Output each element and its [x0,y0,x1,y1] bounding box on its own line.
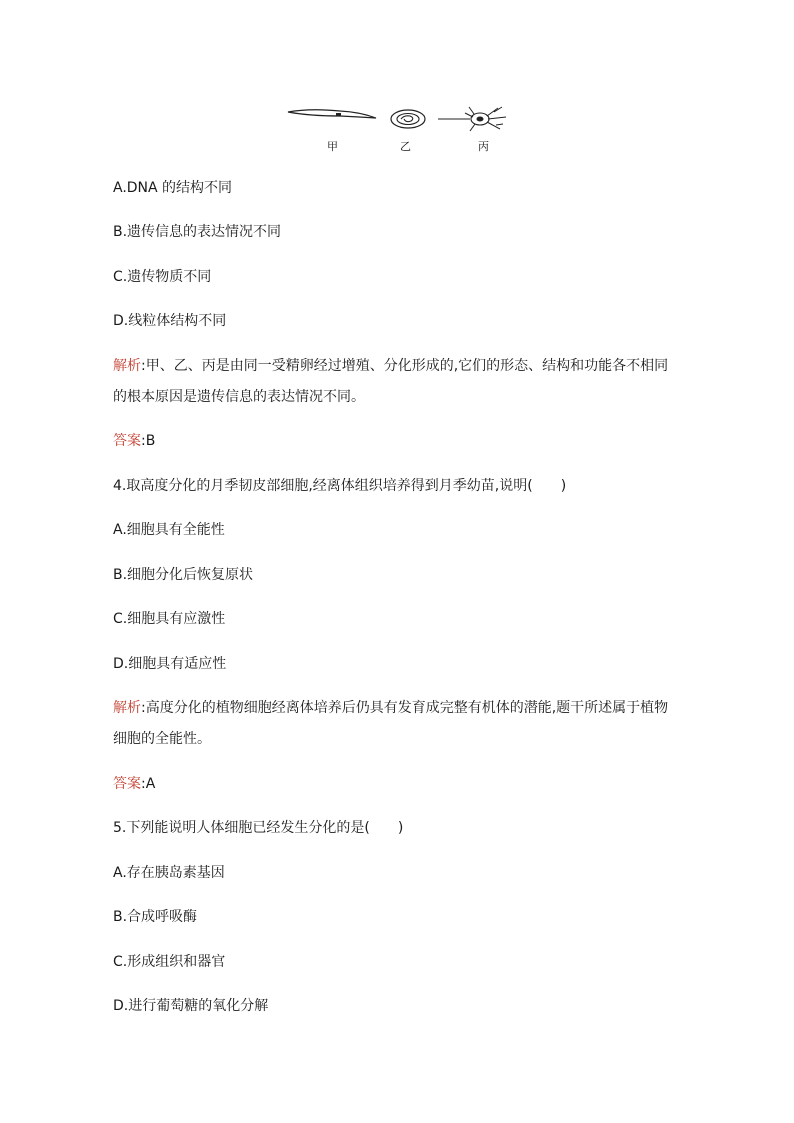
q4-stem: 4.取高度分化的月季韧皮部细胞,经离体组织培养得到月季幼苗,说明( ) [113,478,567,494]
q5-stem: 5.下列能说明人体细胞已经发生分化的是( ) [113,820,404,836]
q4-analysis [113,698,668,718]
answer-label: 答案 [113,776,141,792]
analysis-text: :高度分化的植物细胞经离体培养后仍具有发育成完整有机体的潜能,题干所述属于植物 [141,700,669,716]
q5-option-b: B.合成呼吸酶 [113,909,198,925]
answer-value: :B [141,433,156,449]
cell-label-jia: 甲 [327,140,338,153]
q5-option-d: D.进行葡萄糖的氧化分解 [113,998,269,1014]
q4-analysis-line2: 细胞的全能性。 [113,731,211,747]
cell-jia-drawing [288,110,376,118]
answer-value: :A [141,776,156,792]
q4-option-d: D.细胞具有适应性 [113,656,227,672]
cell-label-yi: 乙 [400,140,411,153]
q3-option-d: D.线粒体结构不同 [113,313,227,329]
q3-option-c: C.遗传物质不同 [113,269,212,285]
q3-answer [113,431,155,451]
answer-label: 答案 [113,433,141,449]
q4-option-a: A.细胞具有全能性 [113,522,225,538]
analysis-label: 解析 [113,358,141,374]
q5-option-c: C.形成组织和器官 [113,954,226,970]
cell-label-bing: 丙 [478,140,489,153]
cell-diagram [280,98,520,138]
q4-answer [113,774,155,794]
q3-analysis-line2: 的根本原因是遗传信息的表达情况不同。 [113,389,365,405]
analysis-text: :甲、乙、丙是由同一受精卵经过增殖、分化形成的,它们的形态、结构和功能各不相同 [141,358,669,374]
cell-yi-drawing [391,110,425,128]
cell-bing-drawing [438,107,506,131]
q4-option-c: C.细胞具有应激性 [113,611,226,627]
q3-analysis [113,356,668,376]
q5-option-a: A.存在胰岛素基因 [113,865,225,881]
q3-option-a: A.DNA 的结构不同 [113,180,233,196]
analysis-label: 解析 [113,700,141,716]
q3-option-b: B.遗传信息的表达情况不同 [113,224,282,240]
q4-option-b: B.细胞分化后恢复原状 [113,567,254,583]
